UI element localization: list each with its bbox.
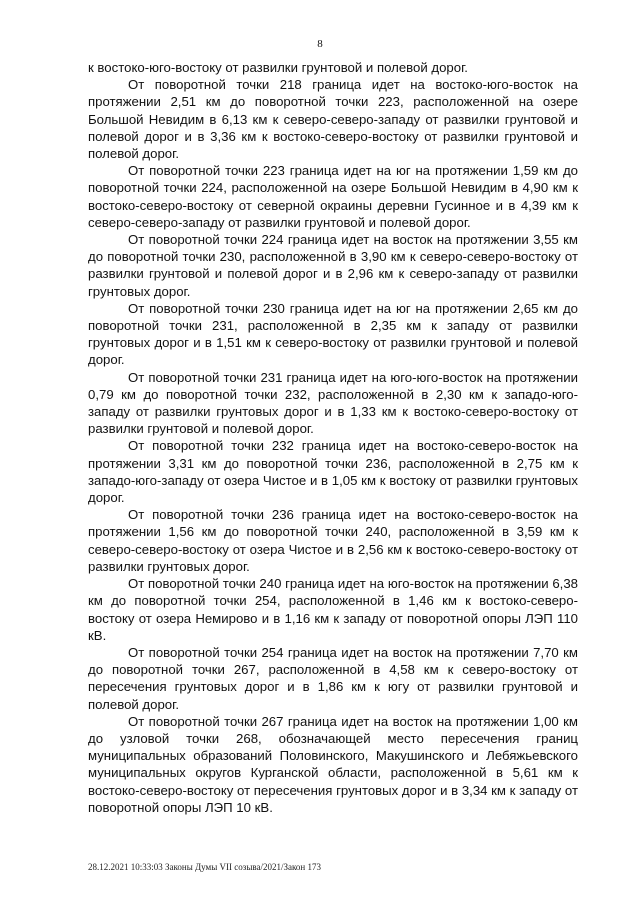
paragraph-point-254: От поворотной точки 254 граница идет на восток на протяжении 7,70 км до поворотной точки 267, расположенной в 4,58 км к северо-востоку от пересечения грунтовых дорог и в 1,86 км к югу от развилки грунтовой и полевой дорог. (88, 644, 578, 712)
paragraph-point-223: От поворотной точки 223 граница идет на юг на протяжении 1,59 км до поворотной точки 224, расположенной на озере Большой Невидим в 4,90 км к востоко-северо-востоку от северной окраины деревни Гусинное и в 4,39 км к северо-северо-западу от развилки грунтовой и полевой дорог. (88, 163, 578, 230)
body-text (88, 59, 578, 816)
paragraph-point-232: От поворотной точки 232 граница идет на востоко-северо-восток на протяжении 3,31 км до поворотной точки 236, расположенной в 2,75 км к западо-юго-западу от озера Чистое и в 1,05 км к востоку от развилки грунтовых дорог. (88, 438, 578, 506)
paragraph-point-230: От поворотной точки 230 граница идет на юг на протяжении 2,65 км до поворотной точки 231, расположенной в 2,35 км к западу от развилки грунтовых дорог и в 1,51 км к северо-востоку от развилки грунтовой и полевой дорог. (88, 300, 578, 368)
paragraph-point-236: От поворотной точки 236 граница идет на востоко-северо-восток на протяжении 1,56 км до поворотной точки 240, расположенной в 3,59 км к северо-северо-востоку от озера Чистое и в 2,56 км к востоко-северо-востоку от развилки грунтовых дорог. (88, 507, 578, 574)
paragraph-point-231: От поворотной точки 231 граница идет на юго-юго-восток на протяжении 0,79 км до поворотной точки 232, расположенной в 2,30 км к западо-юго-западу от развилки грунтовых дорог и в 1,33 км к востоко-северо-востоку от развилки грунтовой и полевой дорог. (88, 369, 578, 437)
paragraph-point-224: От поворотной точки 224 граница идет на восток на протяжении 3,55 км до поворотной точки 230, расположенной в 3,90 км к северо-северо-востоку от развилки грунтовой и полевой дорог и в 2,96 км к северо-западу от развилки грунтовых дорог. (88, 232, 578, 299)
paragraph-point-240: От поворотной точки 240 граница идет на юго-восток на протяжении 6,38 км до поворотной точки 254, расположенной в 1,46 км к востоко-северо-востоку от озера Немирово и в 1,16 км к западу от поворотной опоры ЛЭП 110 кВ. (88, 576, 578, 643)
page-number: 8 (317, 38, 323, 50)
paragraph-point-218: От поворотной точки 218 граница идет на востоко-юго-восток на протяжении 2,51 км до поворотной точки 223, расположенной на озере Большой Невидим в 6,13 км к северо-северо-западу от развилки грунтовой и полевой дорог и в 3,36 км к востоко-северо-востоку от развилки грунтовой и полевой дорог. (88, 77, 578, 162)
document-footer: 28.12.2021 10:33:03 Законы Думы VII созыва/2021/Закон 173 (88, 862, 321, 872)
paragraph-point-267: От поворотной точки 267 граница идет на восток на протяжении 1,00 км до узловой точки 268, обозначающей место пересечения границ муниципальных образований Половинского, Макушинского и Лебяжьевского муниципальных округов Курганской области, расположенной в 5,61 км к востоко-северо-востоку от пересечения грунтовых дорог и в 3,34 км к западу от поворотной опоры ЛЭП 10 кВ. (88, 713, 578, 815)
paragraph-continuation: к востоко-юго-востоку от развилки грунтовой и полевой дорог. (88, 60, 468, 75)
